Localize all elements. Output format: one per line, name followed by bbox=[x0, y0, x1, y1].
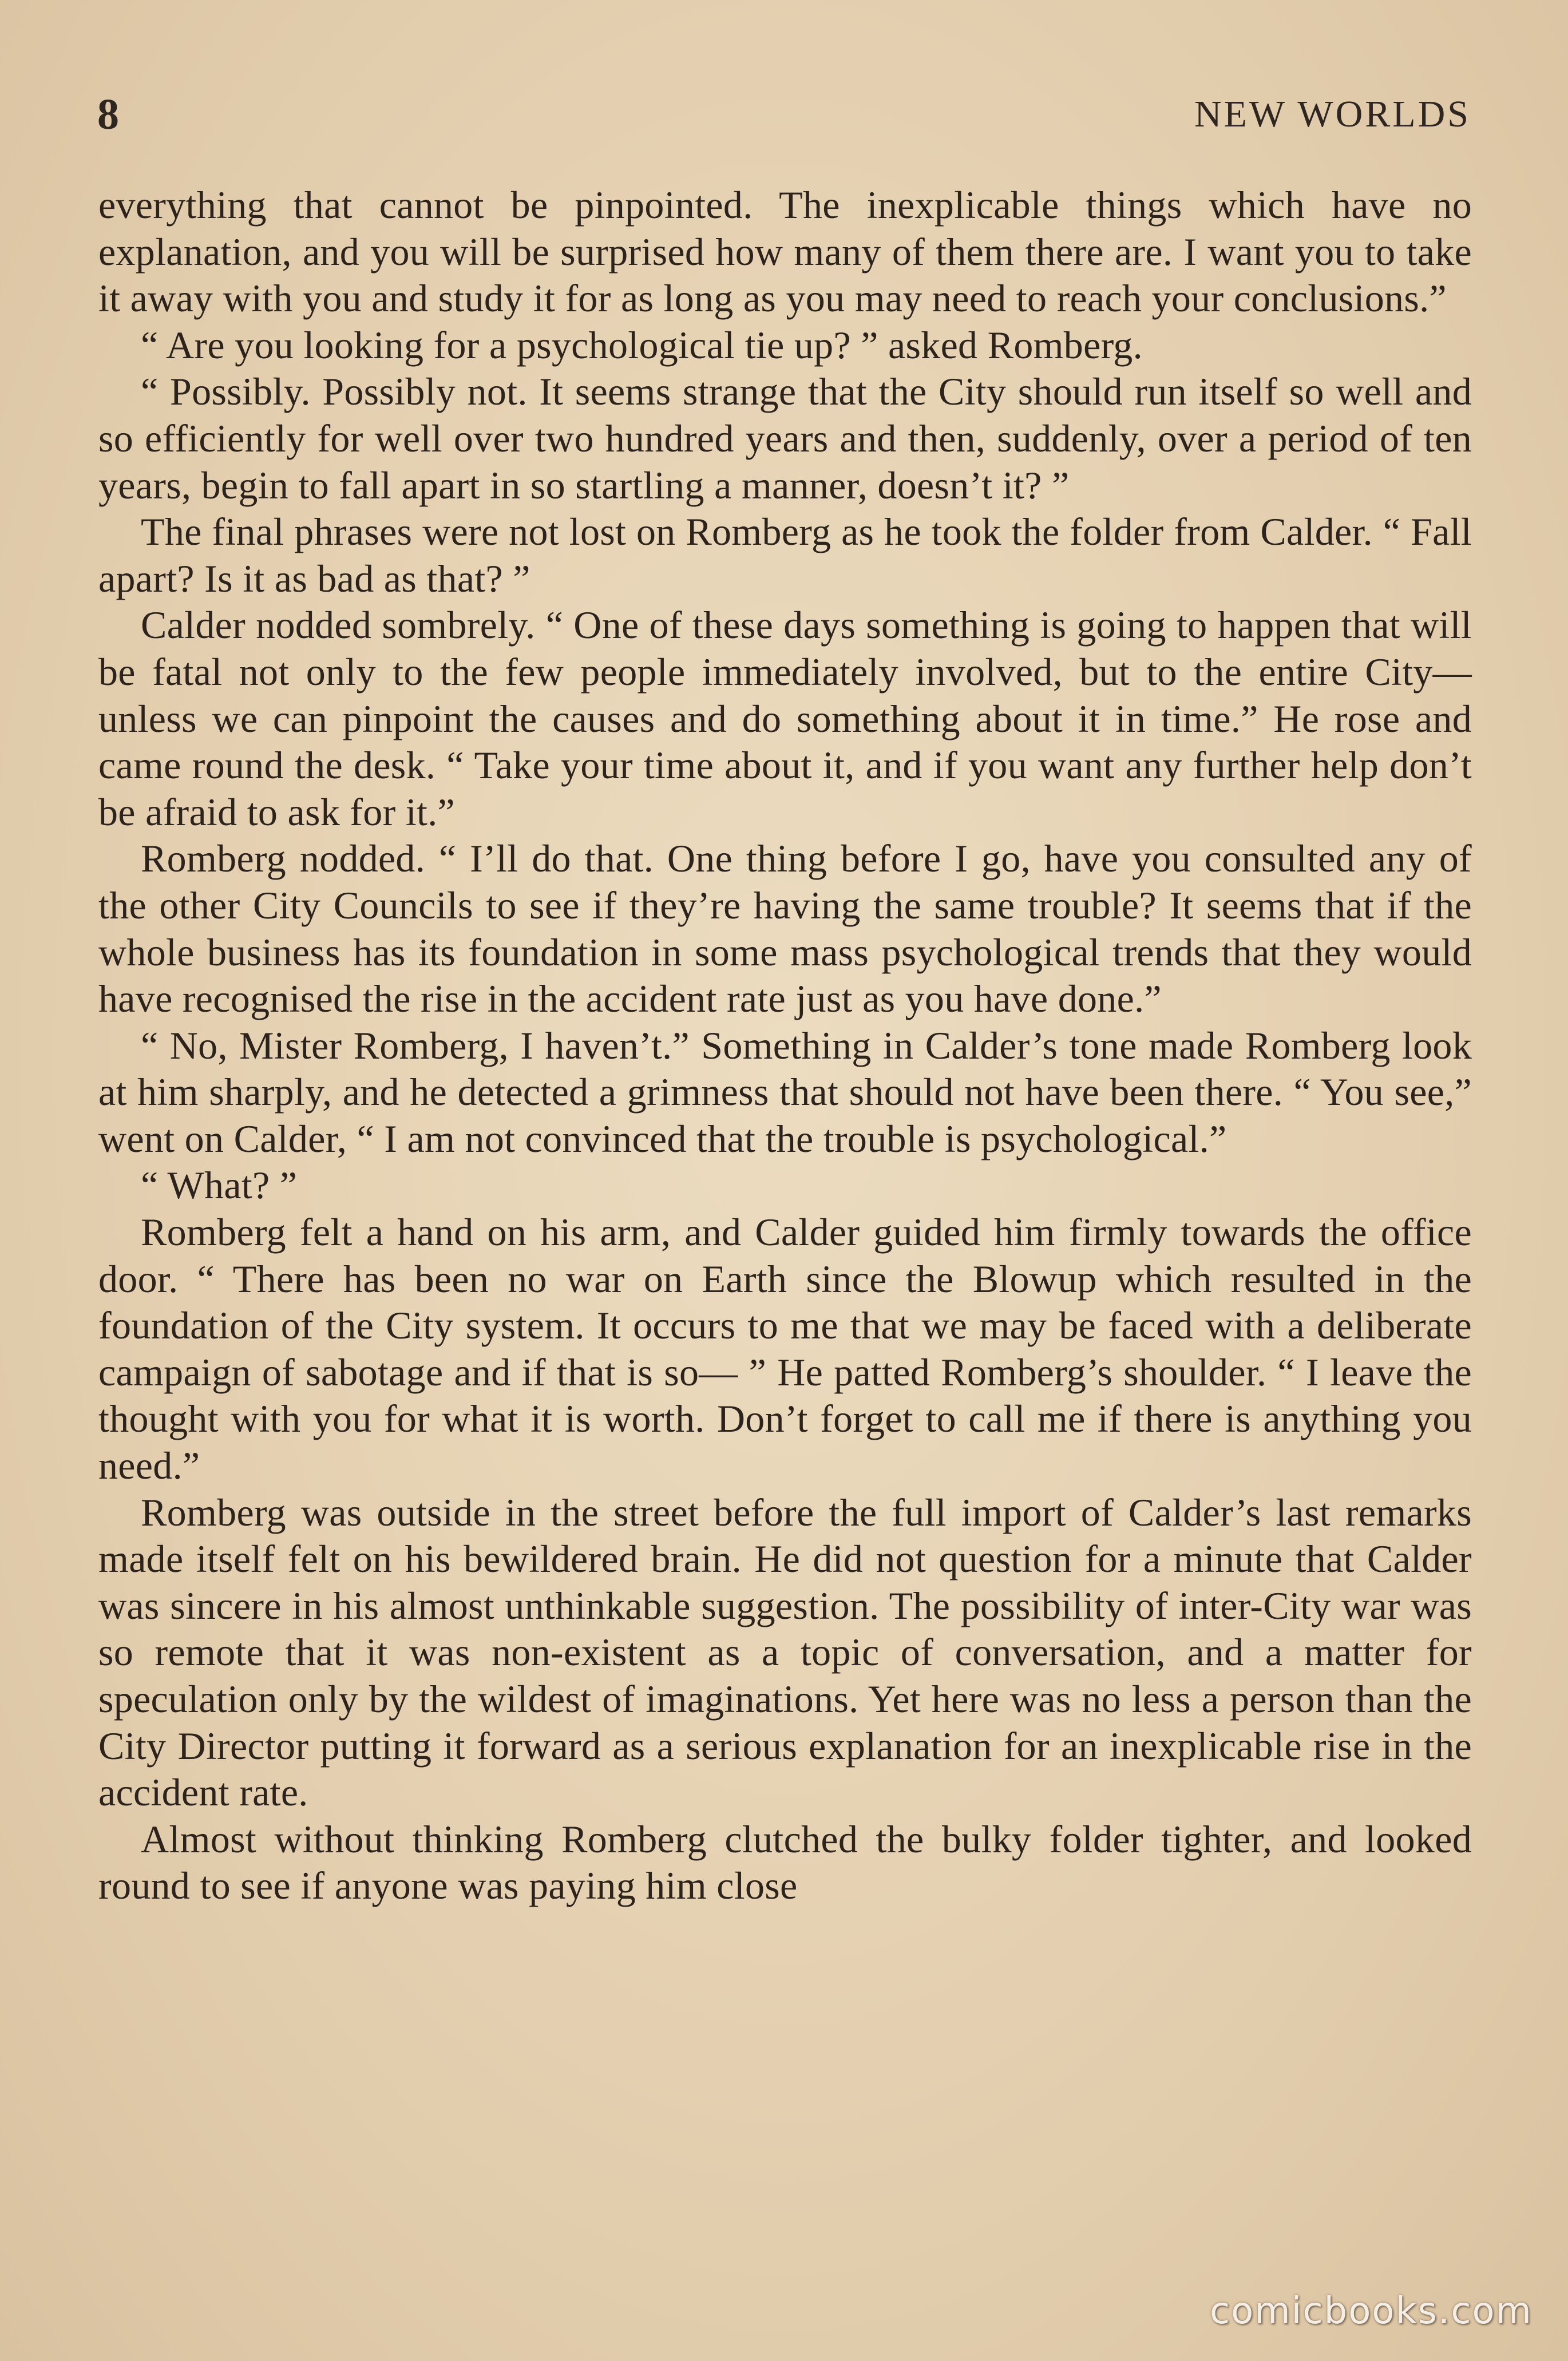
paragraph: Romberg nodded. “ I’ll do that. One thing before I go, have you consulted any of the other City Councils to see if they’re having the same trouble? It seems that if the whole business has its foundation in some mass psychological trends that they would have recognised the rise in the accident rate just as you have done.” bbox=[98, 837, 1472, 1021]
paragraph: Romberg was outside in the street before the full import of Calder’s last remarks made itself felt on his bewildered brain. He did not question for a minute that Calder was sincere in his almost unthinkable suggestion. The possibility of inter-City war was so remote that it was non-existent as a topic of conversation, and a matter for speculation only by the wildest of imaginations. Yet here was no less a person than the City Director putting it forward as a serious explanation for an inexplicable rise in the accident rate. bbox=[98, 1490, 1472, 1815]
paragraph: everything that cannot be pinpointed. The inexplicable things which have no explanation, and you will be surprised how many of them there are. I want you to take it away with you and study it for as long as you may need to reach your conclusions.” bbox=[98, 183, 1472, 320]
body-text bbox=[98, 182, 1472, 1910]
paragraph: Calder nodded sombrely. “ One of these days something is going to happen that will be fatal not only to the few people immediately involved, but to the entire City—unless we can pinpoint the causes and do something about it in time.” He rose and came round the desk. “ Take your time about it, and if you want any further help don’t be afraid to ask for it.” bbox=[98, 603, 1472, 834]
page-header bbox=[97, 80, 1471, 149]
paragraph: The final phrases were not lost on Romberg as he took the folder from Calder. “ Fall apart? Is it as bad as that? ” bbox=[98, 510, 1472, 600]
paragraph: “ No, Mister Romberg, I haven’t.” Something in Calder’s tone made Romberg look at him sharply, and he detected a grimness that should not have been there. “ You see,” went on Calder, “ I am not convinced that the trouble is psychological.” bbox=[98, 1023, 1472, 1160]
paragraph: Romberg felt a hand on his arm, and Calder guided him firmly towards the office door. “ There has been no war on Earth since the Blowup which resulted in the foundation of the City system. It occurs to me that we may be faced with a deliberate campaign of sabotage and if that is so— ” He patted Romberg’s shoulder. “ I leave the thought with you for what it is worth. Don’t forget to call me if there is anything you need.” bbox=[98, 1210, 1472, 1488]
paragraph: “ Possibly. Possibly not. It seems strange that the City should run itself so well and so efficiently for well over two hundred years and then, suddenly, over a period of ten years, begin to fall apart in so startling a manner, doesn’t it? ” bbox=[98, 370, 1472, 507]
page-number: 8 bbox=[97, 90, 119, 138]
paragraph: “ Are you looking for a psychological tie up? ” asked Romberg. bbox=[141, 323, 1143, 367]
paragraph: “ What? ” bbox=[141, 1163, 298, 1207]
paragraph: Almost without thinking Romberg clutched the bulky folder tighter, and looked round to see if anyone was paying him close bbox=[98, 1817, 1472, 1908]
running-head: NEW WORLDS bbox=[1194, 93, 1471, 135]
watermark: comicbooks.com bbox=[1209, 2290, 1533, 2332]
